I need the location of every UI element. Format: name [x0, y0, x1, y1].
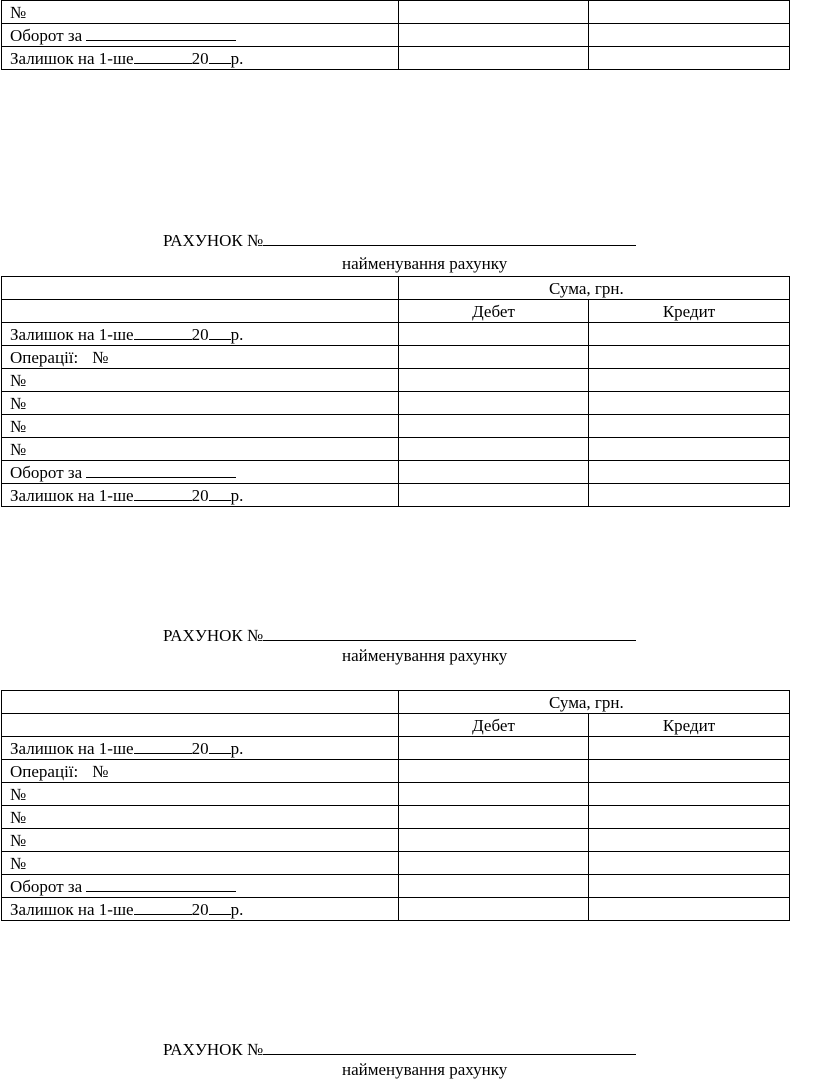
table-row — [2, 852, 790, 875]
row-no-label: № — [2, 369, 399, 392]
account-number-line[interactable] — [263, 1037, 636, 1055]
table-row — [2, 691, 790, 714]
closing-balance-label: Залишок на 1-ше 20 р. — [2, 47, 399, 70]
table-row — [2, 415, 790, 438]
operations-label: Операції: № — [2, 760, 399, 783]
account-title: РАХУНОК № — [163, 1037, 636, 1060]
table-row — [2, 438, 790, 461]
credit-cell[interactable] — [589, 415, 790, 438]
amount-header: Сума, грн. — [399, 277, 790, 300]
table-row — [2, 47, 790, 70]
ledger-table-top — [1, 0, 790, 70]
credit-cell[interactable] — [589, 898, 790, 921]
row-no-label: № — [2, 852, 399, 875]
opening-balance-label: Залишок на 1-ше 20 р. — [2, 737, 399, 760]
debit-cell[interactable] — [399, 737, 589, 760]
table-row — [2, 300, 790, 323]
debit-cell[interactable] — [399, 806, 589, 829]
account-title: РАХУНОК № — [163, 623, 636, 646]
debit-cell[interactable] — [399, 783, 589, 806]
account-subtitle: найменування рахунку — [342, 1060, 508, 1079]
table-row — [2, 898, 790, 921]
debit-cell[interactable] — [399, 898, 589, 921]
table-row — [2, 369, 790, 392]
row-no-label: № — [2, 415, 399, 438]
table-row — [2, 714, 790, 737]
debit-header: Дебет — [399, 714, 589, 737]
debit-cell[interactable] — [399, 415, 589, 438]
credit-cell[interactable] — [589, 829, 790, 852]
account-subtitle: найменування рахунку — [342, 646, 508, 665]
debit-cell[interactable] — [399, 852, 589, 875]
credit-cell[interactable] — [589, 852, 790, 875]
table-row — [2, 392, 790, 415]
debit-cell[interactable] — [399, 484, 589, 507]
credit-cell[interactable] — [589, 1, 790, 24]
table-row — [2, 829, 790, 852]
operations-label: Операції: № — [2, 346, 399, 369]
debit-cell[interactable] — [399, 369, 589, 392]
amount-header: Сума, грн. — [399, 691, 790, 714]
table-row — [2, 783, 790, 806]
debit-cell[interactable] — [399, 829, 589, 852]
credit-cell[interactable] — [589, 484, 790, 507]
table-row — [2, 323, 790, 346]
credit-cell[interactable] — [589, 461, 790, 484]
row-no-label: № — [2, 829, 399, 852]
table-row — [2, 737, 790, 760]
debit-cell[interactable] — [399, 346, 589, 369]
debit-header: Дебет — [399, 300, 589, 323]
table-row — [2, 806, 790, 829]
debit-cell[interactable] — [399, 392, 589, 415]
credit-cell[interactable] — [589, 806, 790, 829]
row-no-label: № — [2, 806, 399, 829]
credit-cell[interactable] — [589, 760, 790, 783]
table-row — [2, 760, 790, 783]
credit-cell[interactable] — [589, 737, 790, 760]
account-subtitle: найменування рахунку — [342, 254, 508, 273]
ledger-table — [1, 276, 790, 507]
credit-header: Кредит — [589, 300, 790, 323]
table-row — [2, 875, 790, 898]
debit-cell[interactable] — [399, 760, 589, 783]
credit-cell[interactable] — [589, 346, 790, 369]
debit-cell[interactable] — [399, 875, 589, 898]
debit-cell[interactable] — [399, 461, 589, 484]
credit-cell[interactable] — [589, 783, 790, 806]
ledger-table — [1, 690, 790, 921]
row-no-label: № — [2, 438, 399, 461]
debit-cell[interactable] — [399, 24, 589, 47]
table-row — [2, 277, 790, 300]
credit-cell[interactable] — [589, 323, 790, 346]
closing-balance-label: Залишок на 1-ше 20 р. — [2, 898, 399, 921]
credit-cell[interactable] — [589, 438, 790, 461]
table-row — [2, 461, 790, 484]
credit-header: Кредит — [589, 714, 790, 737]
closing-balance-label: Залишок на 1-ше 20 р. — [2, 484, 399, 507]
opening-balance-label: Залишок на 1-ше 20 р. — [2, 323, 399, 346]
credit-cell[interactable] — [589, 47, 790, 70]
credit-cell[interactable] — [589, 875, 790, 898]
account-title: РАХУНОК № — [163, 228, 636, 251]
turnover-label: Оборот за — [2, 24, 399, 47]
turnover-label: Оборот за — [2, 875, 399, 898]
row-no-label: № — [2, 1, 399, 24]
debit-cell[interactable] — [399, 1, 589, 24]
credit-cell[interactable] — [589, 369, 790, 392]
row-no-label: № — [2, 783, 399, 806]
account-number-line[interactable] — [263, 623, 636, 641]
debit-cell[interactable] — [399, 323, 589, 346]
table-row — [2, 346, 790, 369]
row-no-label: № — [2, 392, 399, 415]
table-row — [2, 484, 790, 507]
debit-cell[interactable] — [399, 47, 589, 70]
debit-cell[interactable] — [399, 438, 589, 461]
table-row — [2, 1, 790, 24]
credit-cell[interactable] — [589, 392, 790, 415]
turnover-label: Оборот за — [2, 461, 399, 484]
table-row — [2, 24, 790, 47]
credit-cell[interactable] — [589, 24, 790, 47]
account-number-line[interactable] — [263, 228, 636, 246]
